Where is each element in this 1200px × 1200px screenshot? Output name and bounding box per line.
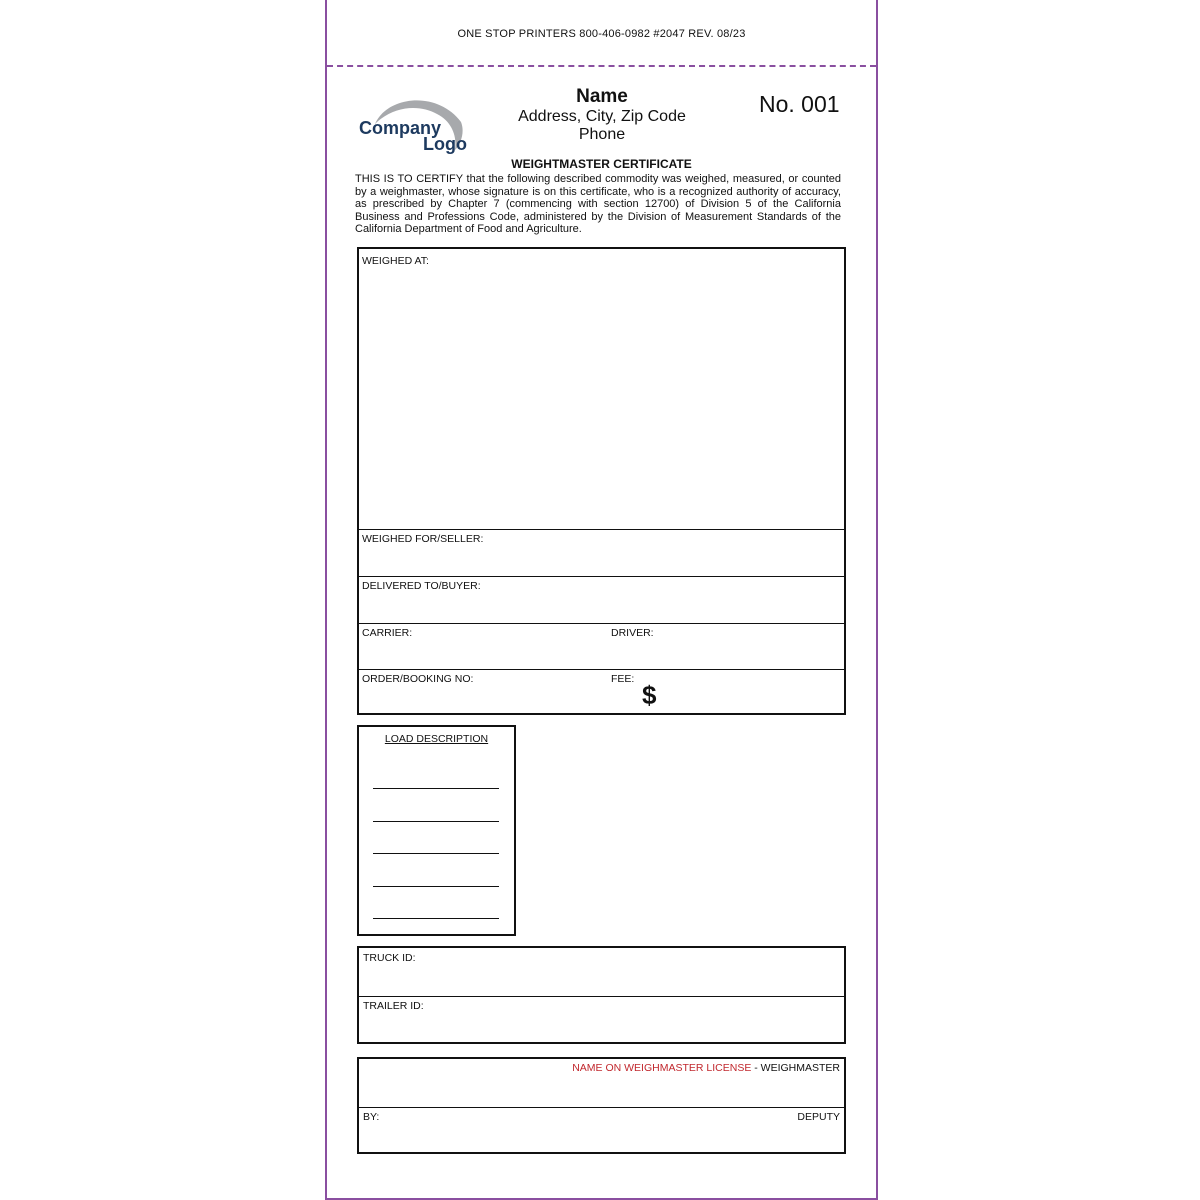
certification-text: THIS IS TO CERTIFY that the following described commodity was weighed, measured, or counted by a weighmaster, whose signature is on this certificate, who is a recognized authority of accuracy, as prescribed by Chapter 7 (commencing with section 12700) of Division 5 of the California Business and Professions Code, administered by the Division of Measurement Standards of the California Department of Food and Agriculture. bbox=[355, 173, 841, 236]
deputy-signature-field[interactable] bbox=[359, 1107, 844, 1152]
license-name-label: NAME ON WEIGHMASTER LICENSE bbox=[572, 1062, 752, 1074]
truck-id-field[interactable] bbox=[359, 948, 844, 996]
load-description-line[interactable] bbox=[373, 853, 499, 854]
load-description-line[interactable] bbox=[373, 886, 499, 887]
load-description-line[interactable] bbox=[373, 821, 499, 822]
load-description-line[interactable] bbox=[373, 788, 499, 789]
load-description-line[interactable] bbox=[373, 918, 499, 919]
trailer-id-field[interactable] bbox=[359, 996, 844, 1042]
weighmaster-label bbox=[572, 1062, 840, 1074]
certificate-sheet bbox=[325, 0, 878, 1200]
delivered-to-label: DELIVERED TO/BUYER: bbox=[362, 580, 481, 592]
load-description-box[interactable] bbox=[357, 725, 516, 936]
dollar-sign: $ bbox=[642, 680, 657, 710]
vehicle-box bbox=[357, 946, 846, 1044]
weighed-at-field[interactable] bbox=[359, 249, 844, 529]
carrier-label: CARRIER: bbox=[362, 627, 413, 639]
deputy-label: DEPUTY bbox=[797, 1111, 840, 1123]
fee-label: FEE: bbox=[611, 673, 635, 685]
logo-text-company: Company bbox=[359, 118, 442, 138]
weighed-for-label: WEIGHED FOR/SELLER: bbox=[362, 533, 484, 545]
delivered-to-field[interactable] bbox=[359, 576, 844, 623]
weighed-at-label: WEIGHED AT: bbox=[362, 255, 429, 267]
driver-label: DRIVER: bbox=[611, 627, 654, 639]
truck-id-label: TRUCK ID: bbox=[363, 952, 416, 964]
order-booking-label: ORDER/BOOKING NO: bbox=[362, 673, 474, 685]
logo-text-logo: Logo bbox=[423, 134, 467, 154]
load-description-title: LOAD DESCRIPTION bbox=[384, 733, 489, 745]
perforation-line bbox=[327, 65, 876, 67]
trailer-id-label: TRAILER ID: bbox=[363, 1000, 424, 1012]
business-phone: Phone bbox=[578, 126, 626, 143]
printer-line: ONE STOP PRINTERS 800-406-0982 #2047 REV. 08/23 bbox=[457, 28, 746, 40]
carrier-driver-row[interactable] bbox=[359, 623, 844, 669]
main-fields-box bbox=[357, 247, 846, 715]
weighed-for-field[interactable] bbox=[359, 529, 844, 576]
company-logo bbox=[357, 92, 472, 157]
document-number: No. 001 bbox=[759, 91, 840, 117]
weighmaster-suffix: - WEIGHMASTER bbox=[751, 1062, 840, 1074]
business-name: Name bbox=[576, 86, 628, 107]
by-label: BY: bbox=[363, 1111, 380, 1123]
business-address: Address, City, Zip Code bbox=[518, 108, 686, 125]
order-fee-row[interactable] bbox=[359, 669, 844, 713]
weighmaster-signature-field[interactable] bbox=[359, 1059, 844, 1107]
signature-box bbox=[357, 1057, 846, 1154]
certificate-title: WEIGHTMASTER CERTIFICATE bbox=[511, 157, 692, 171]
